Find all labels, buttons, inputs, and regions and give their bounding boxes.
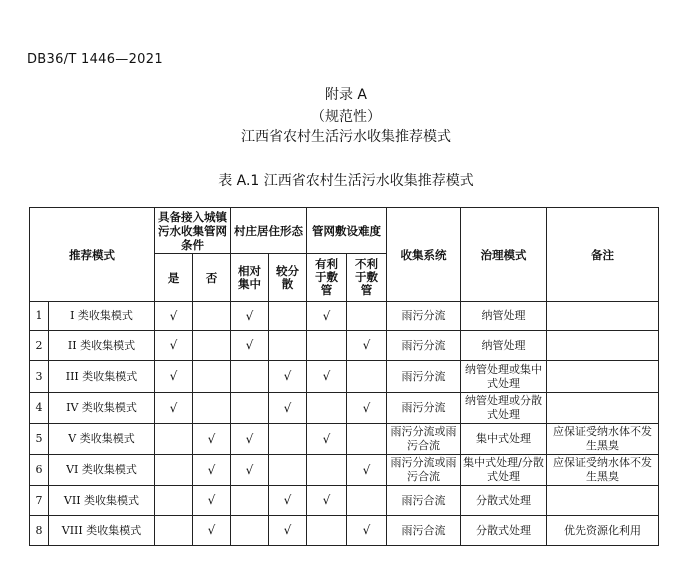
mark-cell-easy bbox=[307, 302, 347, 331]
row-mode: V 类收集模式 bbox=[49, 424, 155, 455]
mark-cell-concentrated bbox=[231, 424, 269, 455]
mark-cell-no bbox=[193, 302, 231, 331]
row-remark bbox=[547, 302, 659, 331]
mark-cell-yes bbox=[155, 361, 193, 393]
mark-cell-no bbox=[193, 331, 231, 361]
mark-cell-dispersed bbox=[269, 424, 307, 455]
header-remarks: 备注 bbox=[547, 208, 659, 302]
row-mode: VIII 类收集模式 bbox=[49, 516, 155, 546]
row-remark bbox=[547, 331, 659, 361]
mark-cell-easy bbox=[307, 424, 347, 455]
row-collection-system: 雨污分流 bbox=[387, 361, 461, 393]
row-collection-system: 雨污分流或雨污合流 bbox=[387, 424, 461, 455]
check-mark: √ bbox=[207, 523, 216, 537]
row-number: 8 bbox=[30, 516, 49, 546]
row-collection-system: 雨污合流 bbox=[387, 516, 461, 546]
header-row-top bbox=[30, 208, 659, 254]
row-treatment-mode: 分散式处理 bbox=[461, 486, 547, 516]
row-treatment-mode: 分散式处理 bbox=[461, 516, 547, 546]
header-dispersed: 较分散 bbox=[269, 254, 307, 302]
mark-cell-dispersed bbox=[269, 455, 307, 486]
mark-cell-easy bbox=[307, 361, 347, 393]
mark-cell-yes bbox=[155, 302, 193, 331]
row-number: 3 bbox=[30, 361, 49, 393]
row-treatment-mode: 纳管处理或分散式处理 bbox=[461, 393, 547, 424]
mark-cell-no bbox=[193, 424, 231, 455]
mark-cell-no bbox=[193, 455, 231, 486]
check-mark: √ bbox=[322, 493, 331, 507]
mark-cell-dispersed bbox=[269, 331, 307, 361]
check-mark: √ bbox=[169, 308, 178, 323]
row-mode: I 类收集模式 bbox=[49, 302, 155, 331]
row-number: 5 bbox=[30, 424, 49, 455]
table-row bbox=[30, 302, 659, 331]
mark-cell-no bbox=[193, 393, 231, 424]
check-mark: √ bbox=[169, 369, 178, 383]
row-number: 1 bbox=[30, 302, 49, 331]
mark-cell-no bbox=[193, 486, 231, 516]
row-number: 6 bbox=[30, 455, 49, 486]
table-row bbox=[30, 424, 659, 455]
table-body bbox=[30, 302, 659, 546]
mark-cell-concentrated bbox=[231, 393, 269, 424]
check-mark: √ bbox=[322, 369, 331, 383]
mark-cell-dispersed bbox=[269, 516, 307, 546]
row-mode: II 类收集模式 bbox=[49, 331, 155, 361]
mark-cell-hard bbox=[347, 516, 387, 546]
mark-cell-concentrated bbox=[231, 455, 269, 486]
row-collection-system: 雨污分流或雨污合流 bbox=[387, 455, 461, 486]
mark-cell-easy bbox=[307, 486, 347, 516]
header-pipe-condition: 具备接入城镇污水收集管网条件 bbox=[155, 208, 231, 254]
row-remark: 应保证受纳水体不发生黑臭 bbox=[547, 455, 659, 486]
row-mode: VI 类收集模式 bbox=[49, 455, 155, 486]
row-mode: IV 类收集模式 bbox=[49, 393, 155, 424]
header-easy: 有利于敷管 bbox=[307, 254, 347, 302]
mark-cell-easy bbox=[307, 455, 347, 486]
table-row bbox=[30, 331, 659, 361]
mark-cell-easy bbox=[307, 331, 347, 361]
header-pipe-difficulty: 管网敷设难度 bbox=[307, 208, 387, 254]
row-treatment-mode: 集中式处理/分散式处理 bbox=[461, 455, 547, 486]
document-code: DB36/T 1446—2021 bbox=[27, 52, 163, 67]
mark-cell-dispersed bbox=[269, 361, 307, 393]
row-mode: VII 类收集模式 bbox=[49, 486, 155, 516]
row-remark bbox=[547, 361, 659, 393]
row-remark bbox=[547, 393, 659, 424]
table-row bbox=[30, 361, 659, 393]
mark-cell-concentrated bbox=[231, 361, 269, 393]
appendix-title: 附录 A bbox=[324, 87, 368, 103]
mark-cell-hard bbox=[347, 486, 387, 516]
check-mark: √ bbox=[207, 431, 216, 446]
check-mark: √ bbox=[245, 308, 254, 323]
header-concentrated: 相对集中 bbox=[231, 254, 269, 302]
table-caption: 表 A.1 江西省农村生活污水收集推荐模式 bbox=[218, 173, 474, 189]
table-row bbox=[30, 486, 659, 516]
row-number: 4 bbox=[30, 393, 49, 424]
mark-cell-easy bbox=[307, 516, 347, 546]
mark-cell-no bbox=[193, 516, 231, 546]
row-treatment-mode: 纳管处理或集中式处理 bbox=[461, 361, 547, 393]
header-village-form: 村庄居住形态 bbox=[231, 208, 307, 254]
check-mark: √ bbox=[283, 400, 292, 415]
mark-cell-hard bbox=[347, 455, 387, 486]
mark-cell-concentrated bbox=[231, 331, 269, 361]
check-mark: √ bbox=[169, 338, 178, 352]
mark-cell-hard bbox=[347, 393, 387, 424]
table-row bbox=[30, 516, 659, 546]
row-number: 7 bbox=[30, 486, 49, 516]
row-collection-system: 雨污分流 bbox=[387, 331, 461, 361]
check-mark: √ bbox=[169, 400, 178, 415]
mark-cell-yes bbox=[155, 424, 193, 455]
header-hard: 不利于敷管 bbox=[347, 254, 387, 302]
check-mark: √ bbox=[283, 523, 292, 537]
mark-cell-hard bbox=[347, 424, 387, 455]
row-remark bbox=[547, 486, 659, 516]
mark-cell-concentrated bbox=[231, 486, 269, 516]
check-mark: √ bbox=[362, 523, 371, 537]
check-mark: √ bbox=[245, 338, 254, 352]
header-mode: 推荐模式 bbox=[30, 208, 155, 302]
check-mark: √ bbox=[283, 493, 292, 507]
appendix-type: （规范性） bbox=[311, 109, 381, 125]
mark-cell-dispersed bbox=[269, 302, 307, 331]
table-row bbox=[30, 393, 659, 424]
mark-cell-dispersed bbox=[269, 486, 307, 516]
mark-cell-hard bbox=[347, 361, 387, 393]
mark-cell-no bbox=[193, 361, 231, 393]
check-mark: √ bbox=[283, 369, 292, 383]
row-collection-system: 雨污分流 bbox=[387, 302, 461, 331]
check-mark: √ bbox=[322, 431, 331, 446]
check-mark: √ bbox=[207, 462, 216, 477]
row-collection-system: 雨污合流 bbox=[387, 486, 461, 516]
mark-cell-easy bbox=[307, 393, 347, 424]
row-remark: 应保证受纳水体不发生黑臭 bbox=[547, 424, 659, 455]
header-yes: 是 bbox=[155, 254, 193, 302]
appendix-subject: 江西省农村生活污水收集推荐模式 bbox=[241, 129, 451, 145]
mark-cell-concentrated bbox=[231, 516, 269, 546]
check-mark: √ bbox=[207, 493, 216, 507]
recommendation-table bbox=[29, 207, 659, 546]
mark-cell-yes bbox=[155, 516, 193, 546]
row-remark: 优先资源化利用 bbox=[547, 516, 659, 546]
mark-cell-yes bbox=[155, 331, 193, 361]
table-row bbox=[30, 455, 659, 486]
header-no: 否 bbox=[193, 254, 231, 302]
header-collection-system: 收集系统 bbox=[387, 208, 461, 302]
row-number: 2 bbox=[30, 331, 49, 361]
mark-cell-concentrated bbox=[231, 302, 269, 331]
mark-cell-hard bbox=[347, 331, 387, 361]
check-mark: √ bbox=[245, 431, 254, 446]
check-mark: √ bbox=[362, 462, 371, 477]
row-treatment-mode: 纳管处理 bbox=[461, 331, 547, 361]
mark-cell-hard bbox=[347, 302, 387, 331]
check-mark: √ bbox=[362, 400, 371, 415]
row-treatment-mode: 集中式处理 bbox=[461, 424, 547, 455]
mark-cell-dispersed bbox=[269, 393, 307, 424]
row-treatment-mode: 纳管处理 bbox=[461, 302, 547, 331]
check-mark: √ bbox=[362, 338, 371, 352]
mark-cell-yes bbox=[155, 455, 193, 486]
mark-cell-yes bbox=[155, 486, 193, 516]
header-treatment-mode: 治理模式 bbox=[461, 208, 547, 302]
check-mark: √ bbox=[245, 462, 254, 477]
row-collection-system: 雨污分流 bbox=[387, 393, 461, 424]
mark-cell-yes bbox=[155, 393, 193, 424]
check-mark: √ bbox=[322, 308, 331, 323]
row-mode: III 类收集模式 bbox=[49, 361, 155, 393]
